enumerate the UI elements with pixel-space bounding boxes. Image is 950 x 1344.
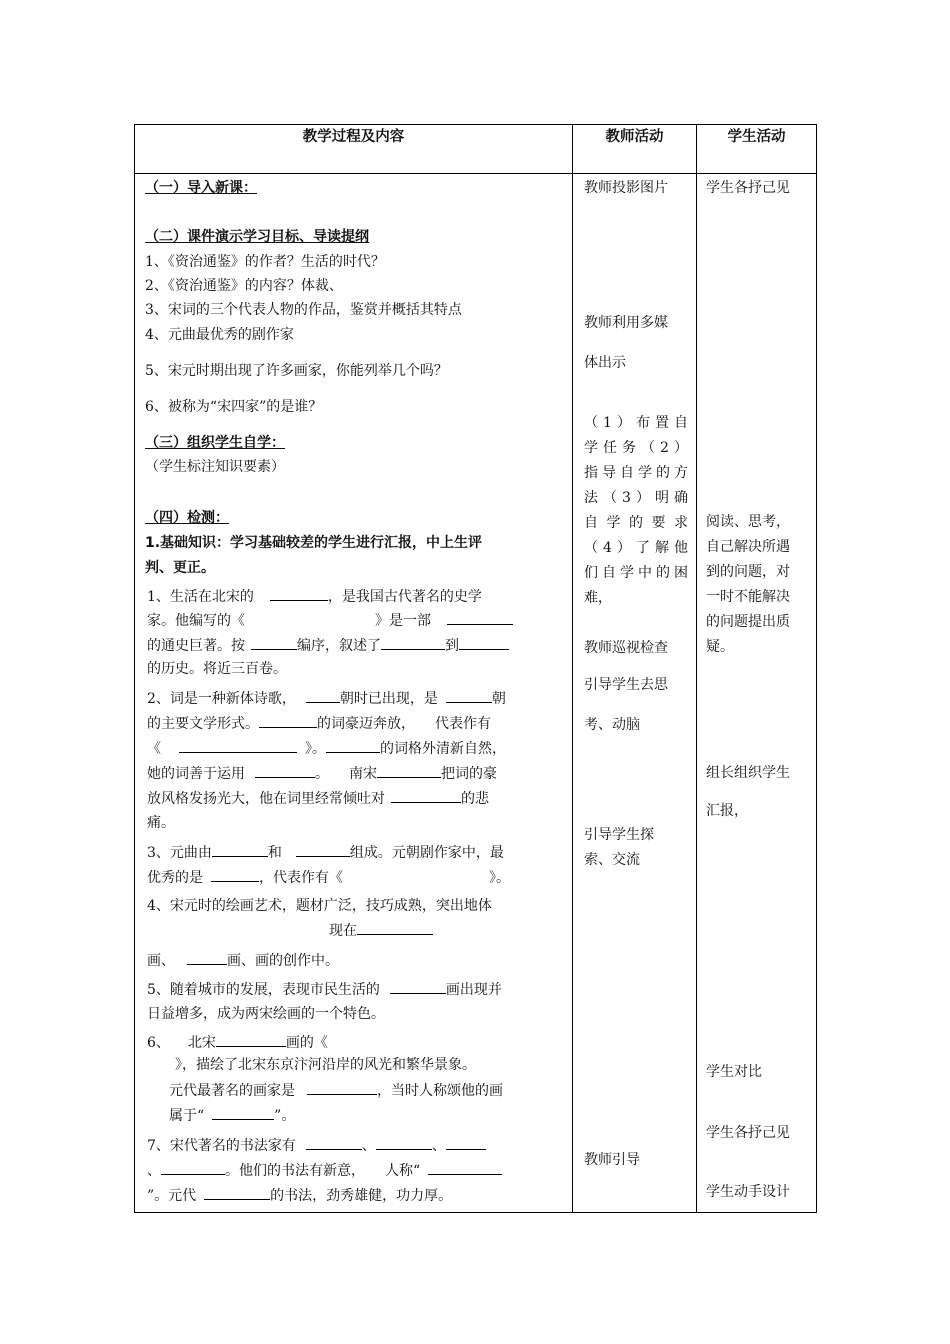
text: ，是我国古代著名的史学: [327, 589, 482, 605]
student-activity-cell: [697, 174, 817, 1213]
fill-item-7-line-3: [147, 1185, 452, 1206]
answer-blank: [390, 979, 446, 994]
fill-item-3-line-2: [147, 867, 510, 888]
header-process: 教学过程及内容: [135, 125, 573, 174]
teacher-activity-cell: [573, 174, 697, 1213]
fill-item-1-line-3: [147, 635, 509, 656]
text: 。: [315, 766, 329, 782]
teacher-activity-5-line-2: 考、动脑: [584, 717, 640, 733]
answer-blank: [212, 842, 268, 857]
text: 放风格发扬光大，他在词里经常倾吐对: [147, 791, 385, 807]
text: 的词格外清新自然，: [380, 741, 506, 757]
text: 朝: [491, 691, 506, 707]
teacher-activity-2-line-1: 教师利用多媒: [584, 315, 668, 331]
fill-item-3-line-1: [147, 842, 504, 863]
teacher-activity-7: 教师引导: [584, 1152, 640, 1168]
fill-item-5-line-1: [147, 979, 502, 1000]
answer-blank: [326, 738, 380, 753]
fill-item-2-line-6: 痛。: [147, 815, 175, 831]
answer-blank: [307, 1080, 377, 1095]
answer-blank: [447, 610, 513, 625]
text: 2、词是一种新体诗歌，: [147, 691, 296, 707]
text: 画出现并: [445, 982, 502, 998]
answer-blank: [251, 635, 297, 650]
answer-blank: [179, 738, 297, 753]
fill-item-6-line-3: [169, 1080, 503, 1101]
text: 的主要文学形式。: [147, 716, 259, 732]
teacher-activity-1: 教师投影图片: [584, 180, 668, 196]
answer-blank: [446, 1135, 486, 1150]
header-teacher: 教师活动: [573, 125, 697, 174]
text: 元代最著名的画家是: [169, 1083, 295, 1099]
text: 》。: [489, 870, 510, 886]
outline-item-3: 3、宋词的三个代表人物的作品，鉴赏并概括其特点: [145, 302, 462, 318]
outline-item-2: 2、《资治通鉴》的内容？体裁、: [145, 278, 343, 294]
lesson-plan-table: [134, 124, 817, 1213]
text: 和: [267, 845, 282, 861]
answer-blank: [446, 688, 492, 703]
fill-item-6-line-2: 》，描绘了北宋东京汴河沿岸的风光和繁华景象。: [175, 1057, 476, 1073]
fill-item-4-line-1: 4、宋元时的绘画艺术，题材广泛，技巧成熟，突出地体: [147, 898, 492, 914]
answer-blank: [376, 1135, 432, 1150]
text: 6、: [147, 1035, 170, 1051]
fill-item-7-line-2: [147, 1160, 502, 1181]
text: （1）布置自: [584, 415, 688, 431]
student-activity-2: [706, 510, 810, 660]
section-3-title: （三）组织学生自学：: [145, 435, 285, 451]
text: ，代表作有《: [259, 870, 343, 886]
answer-blank: [204, 1185, 270, 1200]
text: 指导自学的方: [584, 465, 688, 481]
section-3-note: （学生标注知识要素）: [145, 459, 285, 475]
text: 朝时已出现，是: [339, 691, 438, 707]
answer-blank: [296, 842, 350, 857]
fill-item-1-line-1: [147, 586, 482, 607]
text: 属于“: [169, 1108, 205, 1124]
text: 优秀的是: [147, 870, 203, 886]
text: （4）了解他: [584, 540, 688, 556]
text: 到: [445, 638, 459, 654]
text: 代表作有: [435, 716, 491, 732]
text: 编序，叙述了: [297, 638, 381, 654]
text: 组成。元朝剧作家中，最: [349, 845, 504, 861]
text: 。他们的书法有新意，: [225, 1163, 365, 1179]
text: 们自学中的困: [584, 565, 688, 581]
section-1-title: （一）导入新课：: [145, 180, 257, 196]
section-4-title: （四）检测：: [145, 510, 229, 526]
text: 现在: [329, 923, 357, 939]
text: 自学的要求: [584, 515, 688, 531]
student-activity-3-line-1: 组长组织学生: [706, 765, 790, 781]
text: 、: [147, 1163, 161, 1179]
fill-item-5-line-2: 日益增多，成为两宋绘画的一个特色。: [147, 1006, 385, 1022]
text: 的悲: [461, 791, 489, 807]
text: 阅读、思考，: [706, 514, 790, 530]
answer-blank: [357, 920, 433, 935]
text: 、: [431, 1138, 446, 1154]
text: 》是一部: [375, 613, 431, 629]
text: 把词的豪: [441, 766, 497, 782]
text: 3、元曲由: [147, 845, 212, 861]
fill-item-1-line-2: [147, 610, 513, 631]
teacher-activity-2-line-2: 体出示: [584, 355, 626, 371]
student-activity-6: 学生动手设计: [706, 1184, 790, 1200]
text: 》。: [305, 741, 326, 757]
text: 南宋: [349, 766, 377, 782]
header-student: 学生活动: [697, 125, 817, 174]
answer-blank: [211, 867, 259, 882]
text: 北宋: [187, 1035, 216, 1051]
answer-blank: [255, 763, 315, 778]
text: 画、: [147, 953, 175, 969]
teacher-activity-6-line-1: 引导学生探: [584, 827, 654, 843]
answer-blank: [216, 1032, 286, 1047]
process-cell: [135, 174, 573, 1213]
text: 法（3）明确: [584, 490, 688, 506]
text: 学任务（2）: [584, 440, 688, 456]
answer-blank: [306, 688, 340, 703]
student-activity-5: 学生各抒己见: [706, 1125, 790, 1141]
fill-item-4-line-2: [329, 920, 433, 941]
basic-knowledge-line-1: 1.基础知识：学习基础较差的学生进行汇报，中上生评: [145, 535, 483, 551]
answer-blank: [459, 635, 509, 650]
text: 的通史巨著。按: [147, 638, 245, 654]
text: ”。元代: [147, 1188, 197, 1204]
fill-item-6-line-4: [169, 1105, 295, 1126]
text: 自己解决所遇: [706, 539, 790, 555]
answer-blank: [212, 1105, 274, 1120]
text: 《: [147, 741, 161, 757]
text: 画的《: [285, 1035, 328, 1051]
text: 7、宋代著名的书法家有: [147, 1138, 296, 1154]
answer-blank: [391, 788, 461, 803]
text: 人称“: [385, 1163, 421, 1179]
section-2-title: （二）课件演示学习目标、导读提纲: [145, 229, 369, 245]
text: ”。: [274, 1108, 296, 1124]
outline-item-4: 4、元曲最优秀的剧作家: [145, 327, 294, 343]
outline-item-1: 1、《资治通鉴》的作者？生活的时代？: [145, 254, 385, 270]
student-activity-4: 学生对比: [706, 1064, 762, 1080]
answer-blank: [161, 1160, 225, 1175]
fill-item-2-line-5: [147, 788, 489, 809]
text: 疑。: [706, 639, 734, 655]
answer-blank: [270, 586, 328, 601]
content-row: [135, 174, 817, 1213]
text: 1、生活在北宋的: [147, 589, 254, 605]
fill-item-2-line-1: [147, 688, 506, 709]
outline-item-5: 5、宋元时期出现了许多画家，你能列举几个吗？: [145, 363, 448, 379]
text: 一时不能解决: [706, 589, 790, 605]
fill-item-2-line-2: [147, 713, 491, 734]
text: 到的问题，对: [706, 564, 790, 580]
answer-blank: [187, 950, 227, 965]
answer-blank: [259, 713, 317, 728]
text: 难，: [584, 590, 612, 606]
fill-item-1-line-4: 的历史。将近三百卷。: [147, 661, 287, 677]
fill-item-7-line-1: [147, 1135, 486, 1156]
text: 的书法，劲秀雄健，功力厚。: [270, 1188, 453, 1204]
fill-item-2-line-4: [147, 763, 497, 784]
fill-item-4-line-3: [147, 950, 339, 971]
text: 画、画的创作中。: [227, 953, 339, 969]
student-activity-1: 学生各抒己见: [706, 180, 790, 196]
header-row: [135, 125, 817, 174]
answer-blank: [381, 635, 445, 650]
text: 、: [361, 1138, 376, 1154]
basic-knowledge-line-2: 判、更正。: [145, 560, 215, 576]
teacher-activity-5-line-1: 引导学生去思: [584, 677, 668, 693]
student-activity-3-line-2: 汇报，: [706, 803, 748, 819]
text: 她的词善于运用: [147, 766, 245, 782]
teacher-activity-6-line-2: 索、交流: [584, 852, 640, 868]
teacher-activity-4: 教师巡视检查: [584, 640, 668, 656]
teacher-activity-3: [584, 411, 688, 611]
answer-blank: [306, 1135, 362, 1150]
fill-item-6-line-1: [147, 1032, 328, 1053]
answer-blank: [377, 763, 441, 778]
answer-blank: [428, 1160, 502, 1175]
text: 的词豪迈奔放，: [317, 716, 415, 732]
text: 的问题提出质: [706, 614, 790, 630]
text: 5、随着城市的发展，表现市民生活的: [147, 982, 380, 998]
text: 家。他编写的《: [147, 613, 245, 629]
fill-item-2-line-3: [147, 738, 506, 759]
outline-item-6: 6、被称为“宋四家”的是谁？: [145, 399, 323, 415]
text: ，当时人称颂他的画: [377, 1083, 503, 1099]
